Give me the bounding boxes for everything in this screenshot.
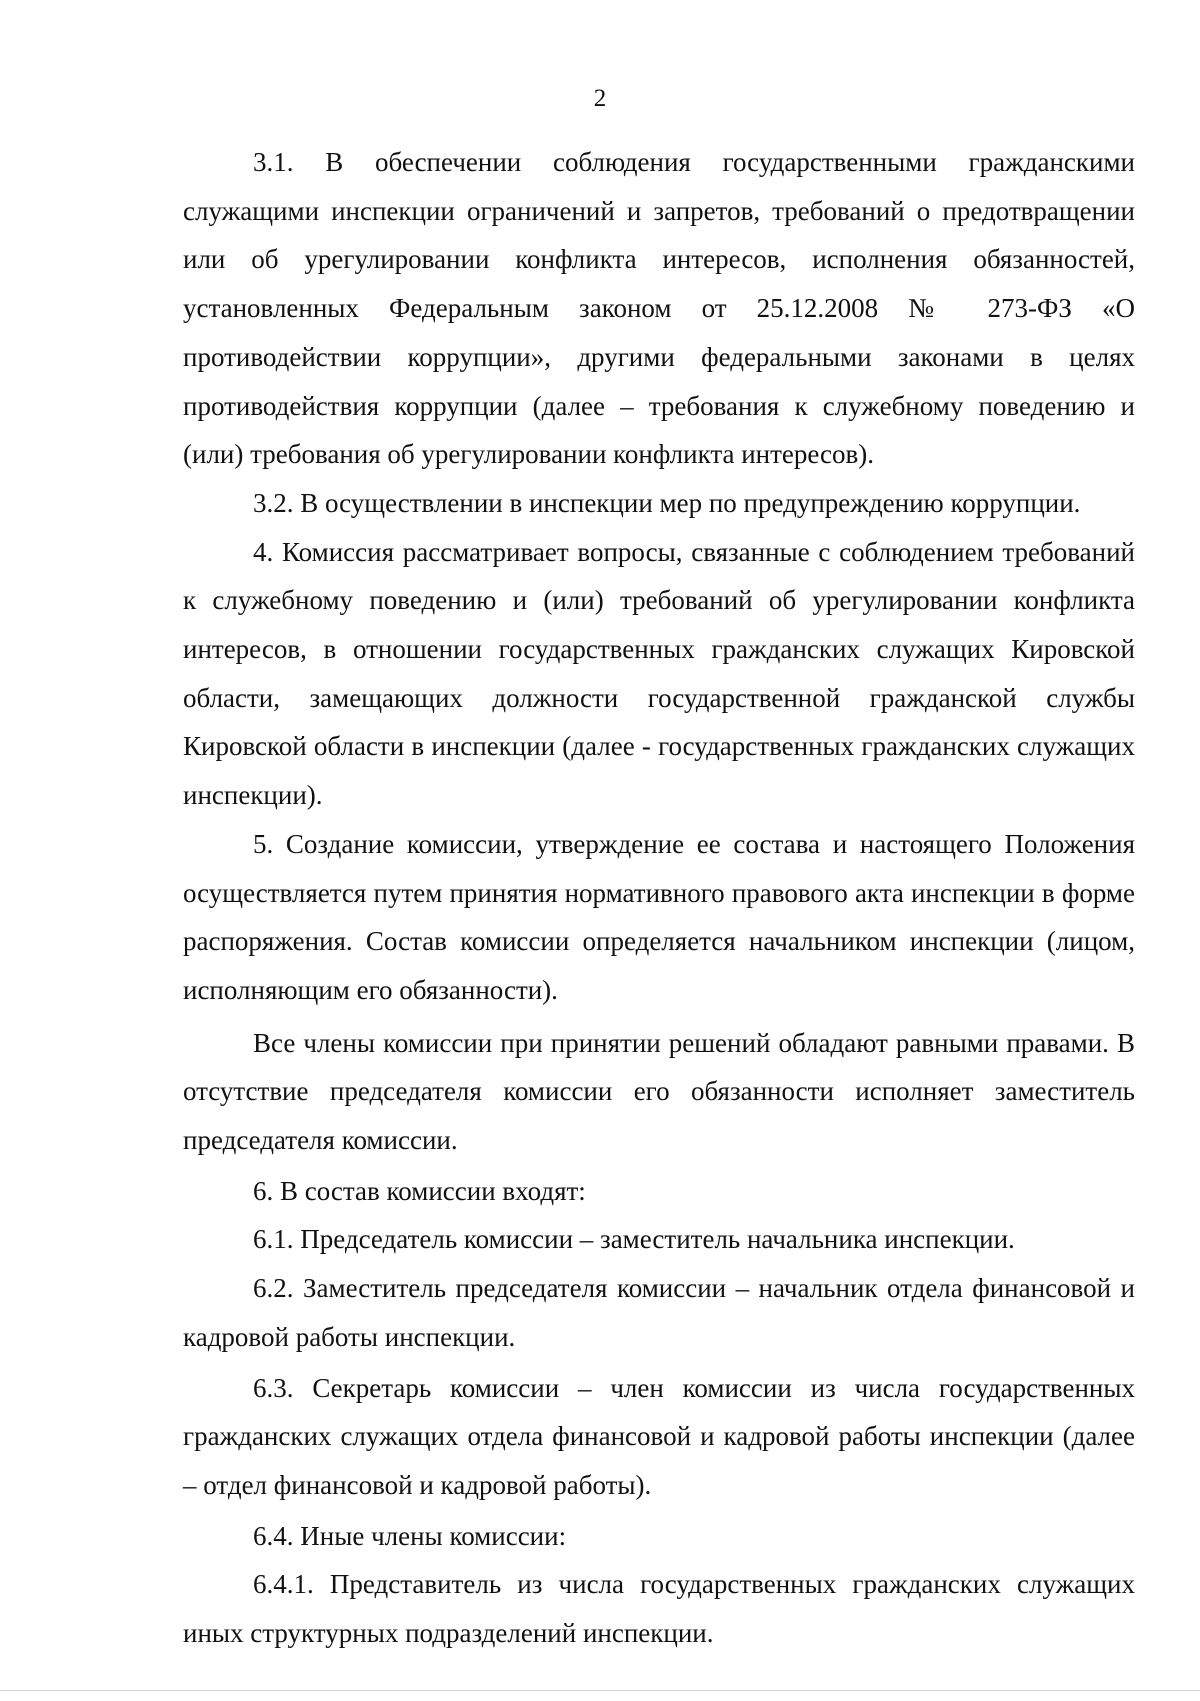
paragraph-6-4-1: 6.4.1. Представитель из числа государственных гражданских служащих иных структурных подразделений инспекции.	[183, 1569, 1135, 1649]
paragraph-4: 4. Комиссия рассматривает вопросы, связанные с соблюдением требований к служебному поведению и (или) требований об урегулировании конфликта интересов, в отношении государственных гражданских служащих Кировской области, замещающих должности государственной гражданской службы Кировской области в инспекции (далее - государственных гражданских служащих инспекции).	[183, 536, 1135, 811]
scan-edge-line	[0, 1690, 1200, 1691]
paragraph-6-4: 6.4. Иные члены комиссии:	[253, 1520, 567, 1551]
paragraph-6-1: 6.1. Председатель комиссии – заместитель начальника инспекции.	[253, 1224, 1015, 1255]
paragraph-3-2: 3.2. В осуществлении в инспекции мер по предупреждению коррупции.	[253, 487, 1081, 518]
document-body	[183, 138, 1135, 1658]
paragraph-6-2: 6.2. Заместитель председателя комиссии – начальник отдела финансовой и кадровой работы инспекции.	[183, 1273, 1135, 1352]
paragraph-5: 5. Создание комиссии, утверждение ее состава и настоящего Положения осуществляется путем принятия нормативного правового акта инспекции в форме распоряжения. Состав комиссии определяется начальником инспекции (лицом, исполняющим его обязанности).	[183, 828, 1135, 1005]
paragraph-6-3: 6.3. Секретарь комиссии – член комиссии из числа государственных гражданских служащих отдела финансовой и кадровой работы инспекции (далее – отдел финансовой и кадровой работы).	[183, 1372, 1135, 1500]
page-number: 2	[593, 85, 607, 112]
paragraph-3-1: 3.1. В обеспечении соблюдения государственными гражданскими служащими инспекции ограничений и запретов, требований о предотвращении или об урегулировании конфликта интересов, исполнения обязанностей, установленных Федеральным законом от 25.12.2008 № 273-ФЗ «О противодействии коррупции», другими федеральными законами в целях противодействия коррупции (далее – требования к служебному поведению и (или) требования об урегулировании конфликта интересов).	[183, 147, 1135, 470]
paragraph-members-rights: Все члены комиссии при принятии решений обладают равными правами. В отсутствие председателя комиссии его обязанности исполняет заместитель председателя комиссии.	[183, 1027, 1135, 1156]
paragraph-6: 6. В состав комиссии входят:	[253, 1175, 586, 1206]
